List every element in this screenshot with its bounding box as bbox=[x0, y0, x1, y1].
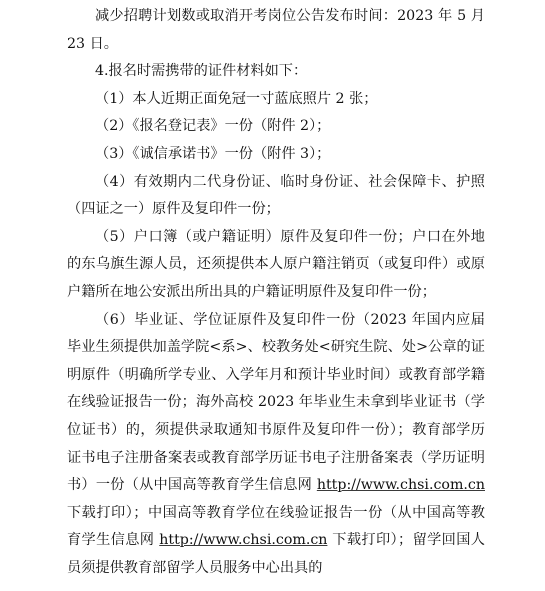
paragraph-item-4: （4）有效期内二代身份证、临时身份证、社会保障卡、护照（四证之一）原件及复印件一份； bbox=[67, 173, 485, 218]
paragraph-item-5: （5）户口簿（或户籍证明）原件及复印件一份；户口在外地的东乌旗生源人员，还须提供本人原户籍注销页（或复印件）或原户籍所在地公安派出所出具的户籍证明原件及复印件一份； bbox=[67, 228, 485, 300]
chsi-link-1[interactable]: http://www.chsi.com.cn bbox=[316, 477, 485, 494]
paragraph-item-6 bbox=[67, 307, 485, 583]
item-6-text-c: 下载打印）；留学回国人员须提供教育部留学人员服务中心出具的 bbox=[67, 532, 485, 576]
paragraph-item-2: （2）《报名登记表》一份（附件 2）； bbox=[95, 118, 331, 135]
chsi-link-2[interactable]: http://www.chsi.com.cn bbox=[159, 532, 328, 549]
paragraph-item-1: （1）本人近期正面免冠一寸蓝底照片 2 张； bbox=[95, 90, 378, 107]
paragraph-materials-heading: 4.报名时需携带的证件材料如下： bbox=[95, 63, 308, 80]
item-6-text-a: （6）毕业证、学位证原件及复印件一份（2023 年国内应届毕业生须提供加盖学院<系>、校教务处<研究生院、处>公章的证明原件（明确所学专业、入学年月和预计毕业时间）或教育部学籍在线验证报告一份；海外高校 2023 年毕业生未拿到毕业证书（学位证书）的，须提供录取通知书原件及复印件一份）；教育部学历证书电子注册备案表或教育部学历证书电子注册备案表（学历证明书）一份（从中国高等教育学生信息网 bbox=[67, 311, 485, 494]
item-6-text-b: 下载打印）；中国高等教育学位在线验证报告一份（从中国高等教育学生信息网 bbox=[67, 504, 485, 549]
paragraph-publish-time: 减少招聘计划数或取消开考岗位公告发布时间：2023 年 5 月 23 日。 bbox=[67, 8, 485, 52]
paragraph-item-3: （3）《诚信承诺书》一份（附件 3）； bbox=[95, 145, 331, 162]
